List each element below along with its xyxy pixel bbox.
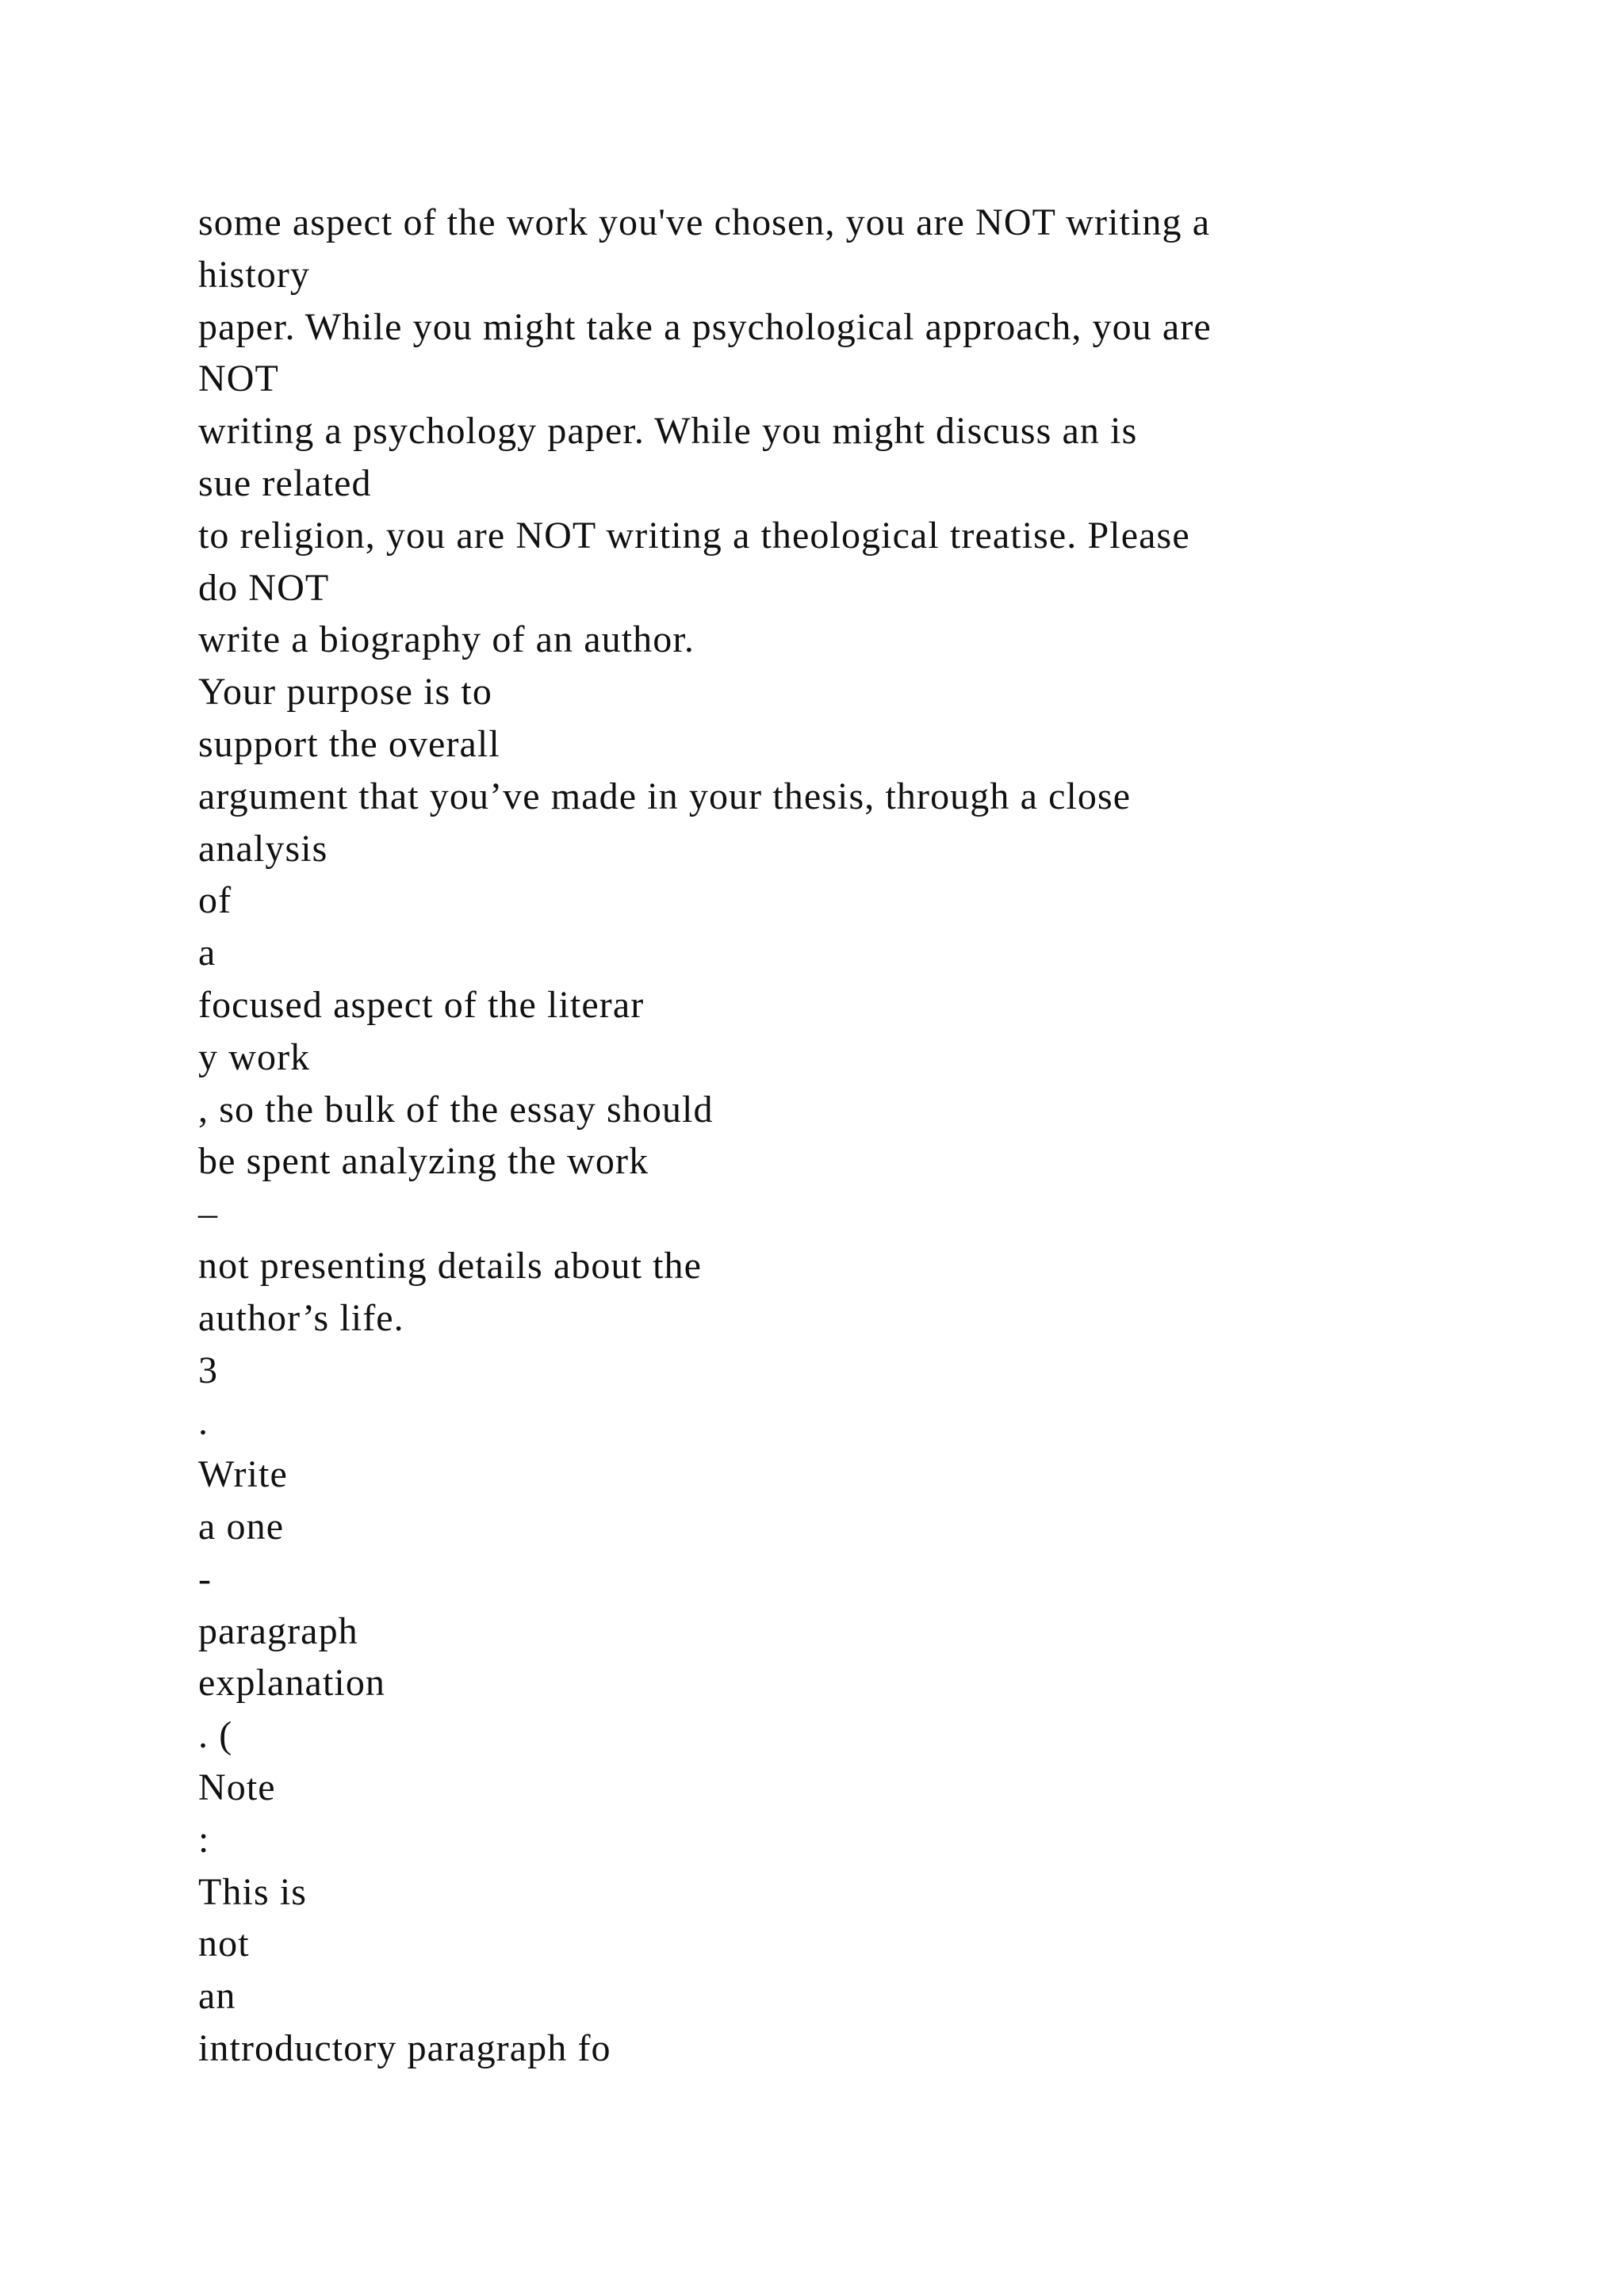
text-line: –: [198, 1192, 219, 1235]
text-line: writing a psychology paper. While you might discuss an is: [198, 410, 1138, 453]
text-line: not: [198, 1923, 250, 1965]
text-line: be spent analyzing the work: [198, 1140, 649, 1183]
text-line: do NOT: [198, 566, 330, 609]
text-line: an: [198, 1975, 236, 2018]
text-line: to religion, you are NOT writing a theological treatise. Please: [198, 514, 1190, 557]
text-line: , so the bulk of the essay should: [198, 1088, 714, 1131]
text-line: analysis: [198, 827, 328, 870]
text-line: author’s life.: [198, 1296, 404, 1339]
text-line: Write: [198, 1453, 288, 1496]
text-line: focused aspect of the literar: [198, 983, 645, 1026]
text-line: not presenting details about the: [198, 1244, 703, 1287]
text-line: .: [198, 1401, 209, 1444]
text-line: of: [198, 879, 232, 922]
text-line: Note: [198, 1766, 276, 1808]
text-line: some aspect of the work you've chosen, you are NOT writing a: [198, 201, 1211, 243]
text-line: write a biography of an author.: [198, 618, 695, 661]
text-line: a one: [198, 1505, 285, 1548]
text-line: explanation: [198, 1662, 386, 1705]
text-line: This is: [198, 1870, 308, 1913]
text-line: Your purpose is to: [198, 671, 492, 714]
text-line: . (: [198, 1714, 233, 1757]
text-line: introductory paragraph fo: [198, 2026, 611, 2069]
text-line: paper. While you might take a psychological approach, you are: [198, 305, 1212, 348]
text-line: a: [198, 932, 216, 974]
text-line: sue related: [198, 461, 372, 504]
text-line: argument that you’ve made in your thesis, through a close: [198, 775, 1132, 817]
document-text: [198, 197, 1546, 2075]
text-line: NOT: [198, 358, 279, 400]
text-line: :: [198, 1818, 210, 1861]
text-line: support the overall: [198, 722, 500, 765]
text-line: 3: [198, 1349, 219, 1391]
text-line: history: [198, 253, 311, 296]
text-line: -: [198, 1557, 213, 1600]
text-line: y work: [198, 1035, 311, 1078]
text-line: paragraph: [198, 1609, 358, 1652]
